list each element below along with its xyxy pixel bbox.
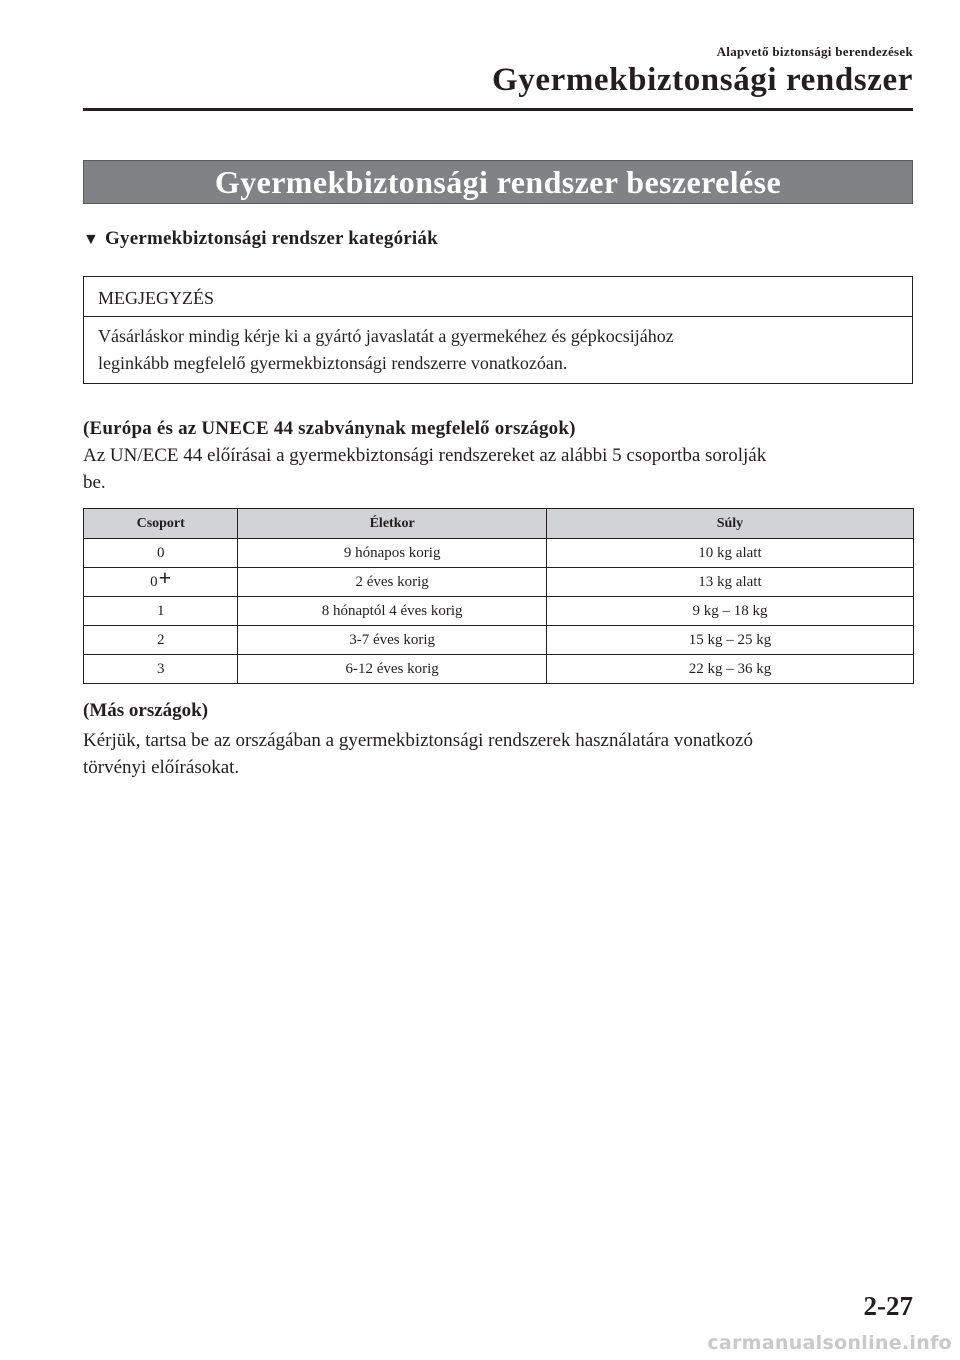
cell-group: 2 — [84, 626, 238, 655]
page-number: 2-27 — [863, 1291, 913, 1321]
cell-group — [84, 565, 238, 597]
cell-weight: 10 kg alatt — [546, 539, 913, 568]
table-row — [84, 655, 914, 684]
subsection-title: Gyermekbiztonsági rendszer kategóriák — [105, 228, 438, 249]
cell-weight: 13 kg alatt — [546, 568, 913, 597]
triangle-marker-icon: ▼ — [83, 231, 100, 248]
europe-heading: (Európa és az UNECE 44 szabványnak megfelelő országok) — [83, 418, 576, 439]
table-row — [84, 597, 914, 626]
section-title-banner: Gyermekbiztonsági rendszer beszerelése — [83, 160, 913, 204]
cell-weight: 9 kg – 18 kg — [546, 597, 913, 626]
plus-icon: + — [158, 565, 172, 590]
other-countries-paragraph — [83, 727, 913, 781]
table-row — [84, 539, 914, 568]
other-countries-heading: (Más országok) — [83, 700, 209, 721]
subsection-heading — [83, 228, 438, 250]
cell-age: 6-12 éves korig — [238, 655, 547, 684]
note-box — [83, 276, 913, 384]
paragraph-line: Az UN/ECE 44 előírásai a gyermekbiztonsági rendszereket az alábbi 5 csoportba sorolják — [83, 445, 767, 466]
cell-weight: 15 kg – 25 kg — [546, 626, 913, 655]
child-seat-groups-table — [83, 508, 914, 684]
table-row — [84, 568, 914, 597]
table-header-row — [84, 509, 914, 539]
cell-weight: 22 kg – 36 kg — [546, 655, 913, 684]
paragraph-line: Kérjük, tartsa be az országában a gyermekbiztonsági rendszerek használatára vonatkozó — [83, 730, 753, 751]
watermark-url[interactable]: carmanualsonline.info — [707, 1332, 952, 1354]
column-header-group: Csoport — [84, 509, 238, 539]
cell-age: 9 hónapos korig — [238, 539, 547, 568]
paragraph-line: törvényi előírásokat. — [83, 757, 240, 778]
note-text — [84, 317, 912, 377]
note-title: MEGJEGYZÉS — [84, 277, 912, 317]
cell-age: 8 hónaptól 4 éves korig — [238, 597, 547, 626]
header-divider — [83, 108, 913, 111]
column-header-age: Életkor — [238, 509, 547, 539]
page-header-title: Gyermekbiztonsági rendszer — [491, 62, 913, 98]
europe-paragraph — [83, 442, 913, 496]
table-row — [84, 626, 914, 655]
cell-age: 2 éves korig — [238, 568, 547, 597]
note-line: Vásárláskor mindig kérje ki a gyártó javaslatát a gyermekéhez és gépkocsijához — [98, 326, 674, 346]
cell-age: 3-7 éves korig — [238, 626, 547, 655]
note-line: leginkább megfelelő gyermekbiztonsági rendszerre vonatkozóan. — [98, 353, 568, 373]
column-header-weight: Súly — [546, 509, 913, 539]
group-value: 0 — [150, 574, 158, 590]
cell-group: 3 — [84, 655, 238, 684]
chapter-label: Alapvető biztonsági berendezések — [716, 44, 913, 59]
paragraph-line: be. — [83, 472, 106, 493]
cell-group: 0 — [84, 539, 238, 568]
cell-group: 1 — [84, 597, 238, 626]
